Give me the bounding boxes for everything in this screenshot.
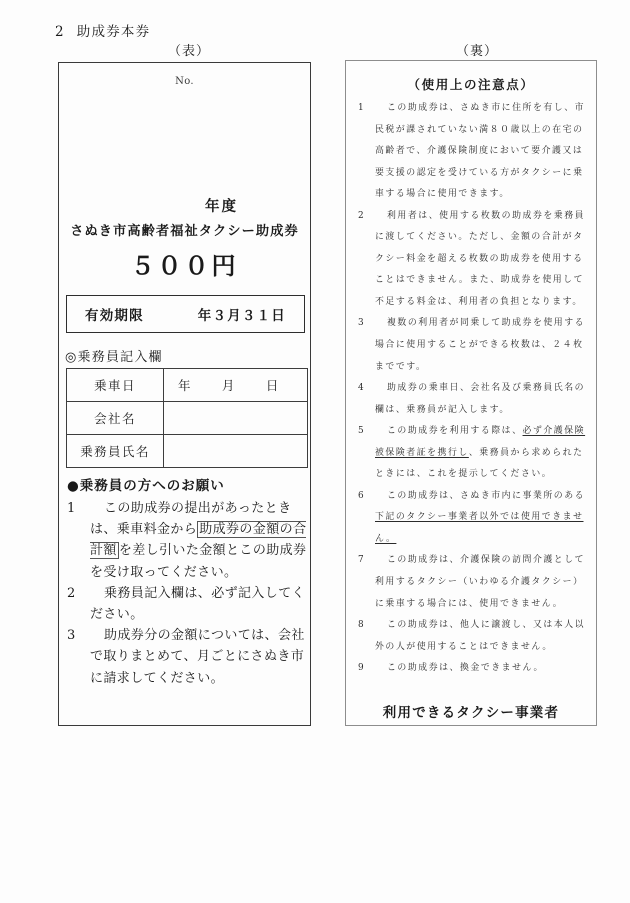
usage-note-text xyxy=(375,486,586,551)
usage-note-item xyxy=(358,206,586,314)
ticket-title: さぬき市高齢者福祉タクシー助成券 xyxy=(70,224,299,239)
usage-note-text xyxy=(375,378,586,421)
usage-note-number: 5 xyxy=(358,426,366,437)
usage-note-number: 8 xyxy=(358,620,366,631)
back-side-label: （裏） xyxy=(456,44,499,59)
note-text-run: この助成券を利用する際は、 xyxy=(387,426,523,437)
row-label-driver-name: 乗務員氏名 xyxy=(67,435,164,468)
table-row xyxy=(67,369,308,402)
usage-note-item xyxy=(358,486,586,551)
driver-request-item xyxy=(67,583,307,625)
driver-request-item xyxy=(67,498,307,583)
usage-note-item xyxy=(358,421,586,486)
row-value-company-name[interactable] xyxy=(164,402,308,435)
emphasized-phrase: 必ず介護保険被保険者証を携行し xyxy=(375,426,586,458)
usage-note-item xyxy=(358,658,586,680)
usage-note-text xyxy=(375,206,586,314)
ticket-amount: ５００円 xyxy=(130,251,239,280)
usage-note-text xyxy=(375,658,586,680)
note-text-run: この助成券は、他人に譲渡し、又は本人以外の人が使用することはできません。 xyxy=(375,620,586,652)
usage-notes-title: （使用上の注意点） xyxy=(407,77,535,92)
driver-request-list xyxy=(67,498,307,689)
note-text-run: 助成券の乗車日、会社名及び乗務員氏名の欄は、乗務員が記入します。 xyxy=(375,383,586,415)
ticket-back xyxy=(345,60,597,726)
date-placeholders xyxy=(178,376,306,394)
request-text-run: を差し引いた金額とこの助成券を受け取ってください。 xyxy=(90,543,307,580)
emphasized-phrase: 下記のタクシー事業者以外では使用できません。 xyxy=(375,512,584,544)
usage-note-number: 4 xyxy=(358,383,366,394)
request-text-run: この助成券の提出があったときは、乗車料金から xyxy=(90,501,292,538)
year-marker: 年 xyxy=(178,378,192,393)
usage-note-number: 7 xyxy=(358,555,366,566)
fiscal-year-label: 年度 xyxy=(205,198,238,215)
usage-note-item xyxy=(358,378,586,421)
usage-note-number: 2 xyxy=(358,210,366,221)
expiry-value: 年３月３１日 xyxy=(197,308,286,324)
driver-request-block xyxy=(67,474,307,689)
heading-title: 助成券本券 xyxy=(76,24,151,40)
driver-request-number: 3 xyxy=(67,628,76,644)
usage-note-item xyxy=(358,98,586,206)
table-row xyxy=(67,435,308,468)
driver-table-body xyxy=(67,369,308,468)
usage-notes-list xyxy=(358,98,586,680)
ticket-title-block xyxy=(59,195,310,281)
driver-request-title: ●乗務員の方へのお願い xyxy=(67,478,225,494)
driver-request-text xyxy=(90,498,307,583)
day-marker: 日 xyxy=(265,378,280,393)
expiry-box xyxy=(66,295,305,333)
heading-number: 2 xyxy=(55,24,65,40)
no-mark: No. xyxy=(175,76,194,87)
usage-note-item xyxy=(358,550,586,615)
usage-note-number: 1 xyxy=(358,103,366,113)
driver-request-text xyxy=(90,625,307,689)
driver-request-text xyxy=(90,583,307,625)
expiry-label: 有効期限 xyxy=(85,308,144,324)
driver-entry-heading: ◎乗務員記入欄 xyxy=(65,350,163,365)
row-label-company-name: 会社名 xyxy=(67,402,164,435)
driver-request-number: 1 xyxy=(67,501,76,516)
driver-entry-table xyxy=(66,368,308,468)
month-marker: 月 xyxy=(221,378,236,393)
note-text-run: この助成券は、さぬき市内に事業所のある xyxy=(387,490,586,501)
note-text-run: この助成券は、換金できません。 xyxy=(387,663,544,674)
row-value-driver-name[interactable] xyxy=(164,435,308,468)
usage-note-number: 3 xyxy=(358,318,366,329)
document-heading xyxy=(55,20,150,40)
usage-note-number: 9 xyxy=(358,663,366,674)
driver-request-number: 2 xyxy=(67,585,76,601)
row-value-boarding-date[interactable] xyxy=(164,369,308,402)
row-label-boarding-date: 乗車日 xyxy=(67,369,164,402)
ticket-front xyxy=(58,62,311,726)
table-row xyxy=(67,402,308,435)
available-operators-title: 利用できるタクシー事業者 xyxy=(382,705,560,721)
usage-note-number: 6 xyxy=(358,490,366,501)
note-text-run: 複数の利用者が同乗して助成券を使用する場合に使用することができる枚数は、２４枚までです。 xyxy=(375,318,586,372)
usage-note-item xyxy=(358,615,586,658)
usage-note-text xyxy=(375,550,586,615)
usage-note-text xyxy=(375,615,586,658)
usage-note-item xyxy=(358,313,586,378)
request-text-run: 乗務員記入欄は、必ず記入してください。 xyxy=(90,585,306,622)
note-text-run: 利用者は、使用する枚数の助成券を乗務員に渡してください。ただし、金額の合計がタクシー料金を超える枚数の助成券を使用することはできません。また、助成券を使用して不足する料金は、利用者の負担となります。 xyxy=(375,210,586,307)
usage-note-text xyxy=(375,421,586,486)
note-text-run: この助成券は、さぬき市に住所を有し、市民税が課されていない満８０歳以上の在宅の高齢者で、介護保険制度において要介護又は要支援の認定を受けている方がタクシーに乗車する場合に使用できます。 xyxy=(375,103,586,200)
usage-note-text xyxy=(375,313,586,378)
note-text-run: この助成券は、介護保険の訪問介護として利用するタクシー（いわゆる介護タクシー）に乗車する場合には、使用できません。 xyxy=(375,555,586,609)
usage-note-text xyxy=(375,98,586,206)
driver-request-item xyxy=(67,625,307,689)
highlighted-phrase: 助成券の金額の合計額 xyxy=(90,522,307,559)
front-side-label: （表） xyxy=(168,44,211,59)
request-text-run: 助成券分の金額については、会社で取りまとめて、月ごとにさぬき市に請求してください。 xyxy=(90,628,305,686)
note-text-run: 、乗務員から求められたときには、これを提示してください。 xyxy=(375,447,584,480)
